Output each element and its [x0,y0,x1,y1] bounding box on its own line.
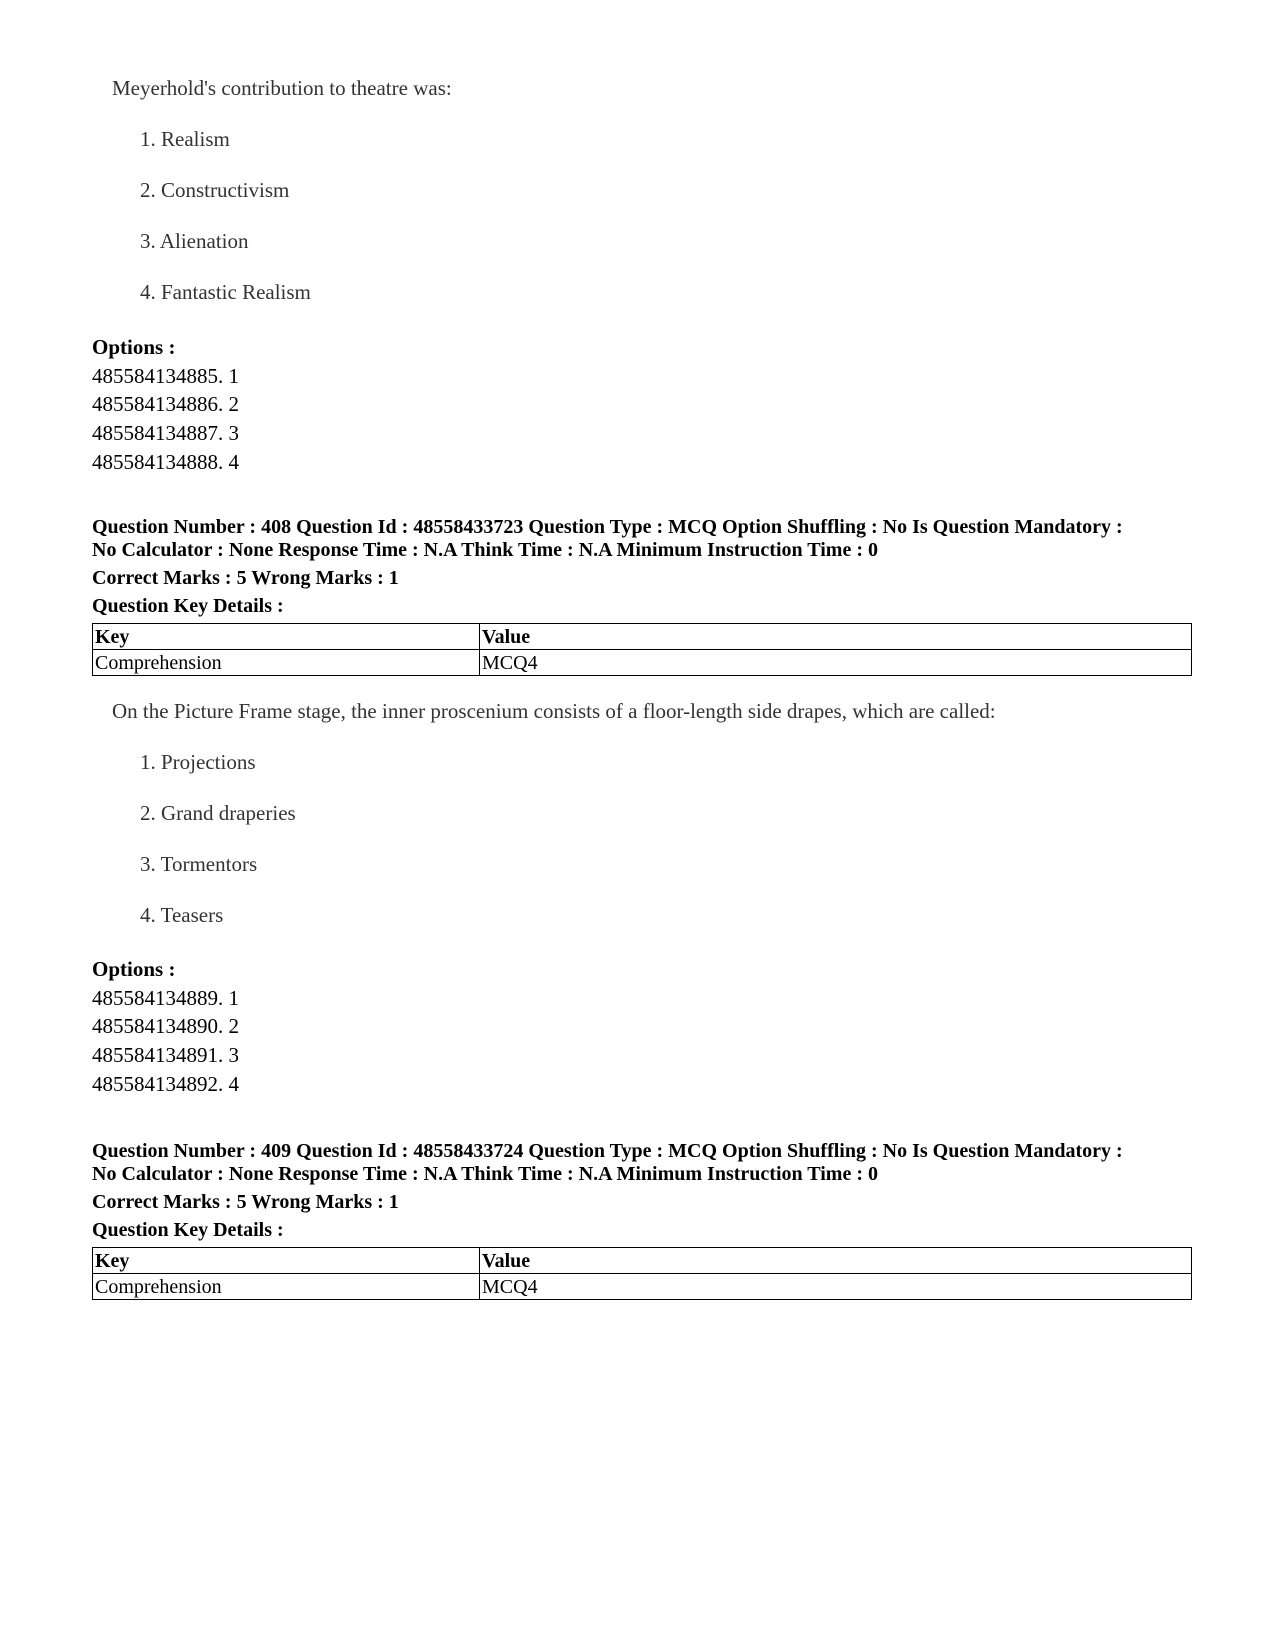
question-408-header [92,516,1202,618]
key-header-cell: Key [93,624,480,650]
options-block-407 [92,333,239,477]
table-row [93,1274,1192,1300]
options-label: Options : [92,335,176,359]
marks-line: Correct Marks : 5 Wrong Marks : 1 [92,1191,399,1213]
option-3: 485584134887. 3 [92,421,239,446]
choice-1: 1. Realism [140,127,230,151]
choice-3: 3. Tormentors [140,852,258,876]
value-header-cell: Value [480,624,1192,650]
question-407-image [92,74,452,306]
choice-3: 3. Alienation [140,229,249,253]
question-stem: Meyerhold's contribution to theatre was: [112,76,452,100]
key-details-table-408 [92,623,1192,676]
choice-2: 2. Grand draperies [140,801,296,825]
question-header-line-1: Question Number : 409 Question Id : 48558433724 Question Type : MCQ Option Shuffling : No Is Question Mandatory : [92,1140,1123,1162]
option-1: 485584134889. 1 [92,985,239,1010]
question-409-header [92,1140,1202,1242]
choice-4: 4. Fantastic Realism [140,280,311,304]
question-header-line-1: Question Number : 408 Question Id : 48558433723 Question Type : MCQ Option Shuffling : No Is Question Mandatory : [92,516,1123,538]
question-header-line-2: No Calculator : None Response Time : N.A Think Time : N.A Minimum Instruction Time : 0 [92,1162,878,1185]
key-cell: Comprehension [93,1274,480,1300]
option-1: 485584134885. 1 [92,363,239,388]
key-cell: Comprehension [93,650,480,676]
question-408-image [92,697,996,929]
key-details-label: Question Key Details : [92,595,284,617]
key-header-cell: Key [93,1248,480,1274]
table-row [93,650,1192,676]
table-header-row [93,624,1192,650]
option-2: 485584134890. 2 [92,1014,239,1039]
value-cell: MCQ4 [480,1274,1192,1300]
key-details-table-409 [92,1247,1192,1300]
key-details-label: Question Key Details : [92,1219,284,1241]
option-3: 485584134891. 3 [92,1043,239,1068]
question-stem: On the Picture Frame stage, the inner proscenium consists of a floor-length side drapes, which are called: [112,699,996,723]
option-4: 485584134888. 4 [92,449,239,474]
marks-line: Correct Marks : 5 Wrong Marks : 1 [92,567,399,589]
options-label: Options : [92,957,176,981]
options-block-408 [92,955,239,1099]
question-header-line-2: No Calculator : None Response Time : N.A Think Time : N.A Minimum Instruction Time : 0 [92,538,878,561]
option-2: 485584134886. 2 [92,392,239,417]
value-header-cell: Value [480,1248,1192,1274]
choice-1: 1. Projections [140,750,256,774]
choice-2: 2. Constructivism [140,178,290,202]
choice-4: 4. Teasers [140,903,224,927]
option-4: 485584134892. 4 [92,1071,239,1096]
value-cell: MCQ4 [480,650,1192,676]
table-header-row [93,1248,1192,1274]
